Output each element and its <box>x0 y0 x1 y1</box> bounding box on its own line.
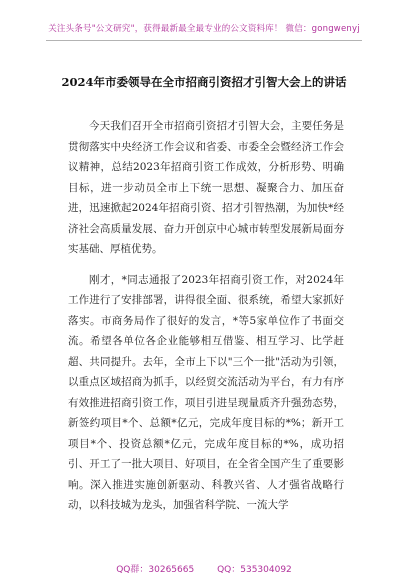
paragraph: 刚才，*同志通报了2023年招商引资工作，对2024年工作进行了安排部署，讲得很全面、很系统，希望大家抓好落实。市商务局作了很好的发言，*等5家单位作了书面交流。希望各单位各企业能够相互借鉴、相互学习、比学赶超、共同提升。去年，全市上下以"三个一批"活动为引领，以重点区域招商为抓手，以经贸交流活动为平台，有力有序有效推进招商引资工作，项目引进呈现量质齐升强劲态势，新签约项目*个、总额*亿元，完成年度目标的*%；新开工项目*个、投资总额*亿元，完成年度目标的*%，成功招引、开工了一批大项目、好项目，在全省全国产生了重要影响。深入推进实施创新驱动、科教兴省、人才强省战略行动，以科技城为龙头，加强省科学院、一流大学 <box>68 273 344 511</box>
document-body <box>68 116 344 526</box>
paragraph: 今天我们召开全市招商引资招才引智大会，主要任务是贯彻落实中央经济工作会议和省委、市委全会暨经济工作会议精神，总结2023年招商引资工作成效，分析形势、明确目标，进一步动员全市上下统一思想、凝聚合力、加压奋进，迅速掀起2024年招商引资、招才引智热潮，为加快*经济社会高质量发展、奋力开创京中心城市转型发展新局面夯实基础、厚植优势。 <box>68 120 344 255</box>
footer-qq-group: QQ群：30265665 <box>116 565 195 575</box>
footer <box>0 562 408 575</box>
header-note: 关注头条号"公文研究"，获得最新最全最专业的公文资料库！ 微信：gongwenyj <box>48 24 360 34</box>
footer-qq-contact: QQ：535304092 <box>217 565 292 575</box>
document-title: 2024年市委领导在全市招商引资招才引智大会上的讲话 <box>61 75 347 89</box>
header-divider <box>46 40 362 41</box>
